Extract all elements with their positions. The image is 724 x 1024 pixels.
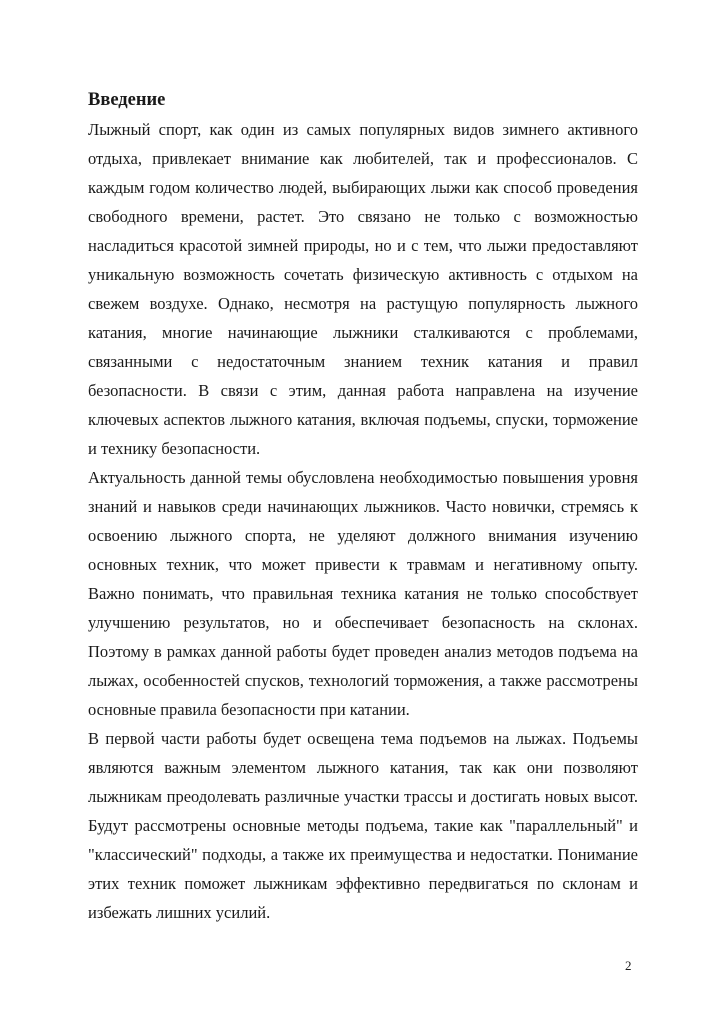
document-page [88, 86, 638, 927]
page-number: 2 [625, 958, 632, 973]
section-heading: Введение [88, 90, 166, 110]
paragraph-intro: Лыжный спорт, как один из самых популярных видов зимнего активного отдыха, привлекает внимание как любителей, так и профессионалов. С каждым годом количество людей, выбирающих лыжи как способ проведения свободного времени, растет. Это связано не только с возможностью насладиться красотой зимней природы, но и с тем, что лыжи предоставляют уникальную возможность сочетать физическую активность с отдыхом на свежем воздухе. Однако, несмотря на растущую популярность лыжного катания, многие начинающие лыжники сталкиваются с проблемами, связанными с недостаточным знанием техник катания и правил безопасности. В связи с этим, данная работа направлена на изучение ключевых аспектов лыжного катания, включая подъемы, спуски, торможение и технику безопасности. [88, 120, 638, 458]
paragraph-relevance: Актуальность данной темы обусловлена необходимостью повышения уровня знаний и навыков среди начинающих лыжников. Часто новички, стремясь к освоению лыжного спорта, не уделяют должного внимания изучению основных техник, что может привести к травмам и негативному опыту. Важно понимать, что правильная техника катания не только способствует улучшению результатов, но и обеспечивает безопасность на склонах. Поэтому в рамках данной работы будет проведен анализ методов подъема на лыжах, особенностей спусков, технологий торможения, а также рассмотрены основные правила безопасности при катании. [88, 468, 638, 719]
paragraph-first-part: В первой части работы будет освещена тема подъемов на лыжах. Подъемы являются важным элементом лыжного катания, так как они позволяют лыжникам преодолевать различные участки трассы и достигать новых высот. Будут рассмотрены основные методы подъема, такие как "параллельный" и "классический" подходы, а также их преимущества и недостатки. Понимание этих техник поможет лыжникам эффективно передвигаться по склонам и избежать лишних усилий. [88, 729, 638, 922]
